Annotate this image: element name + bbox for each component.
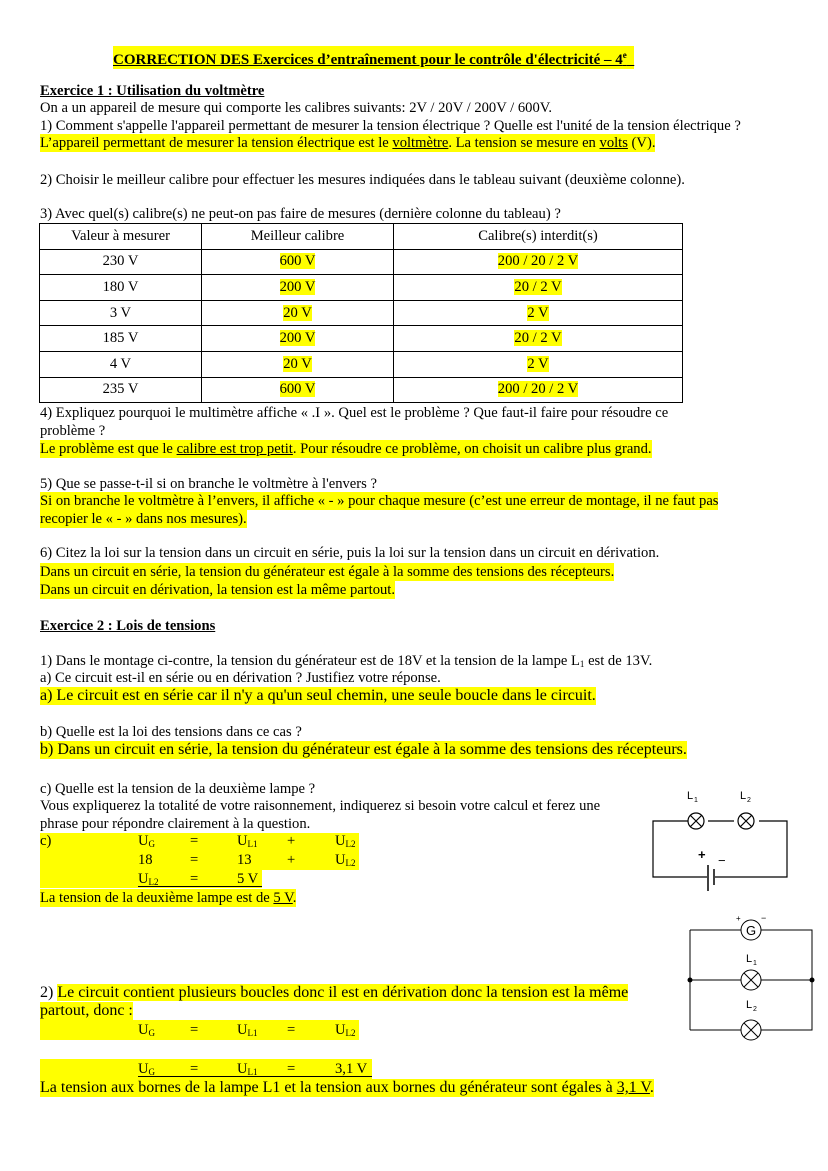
op: =: [287, 1022, 296, 1038]
term: 13: [237, 852, 252, 868]
t: L2: [345, 839, 356, 849]
op: =: [190, 833, 199, 849]
label-l1: L: [746, 953, 753, 965]
cell-text: 2 V: [527, 355, 549, 372]
table-row: [40, 351, 683, 377]
term: [138, 832, 155, 853]
cell-text: 600 V: [279, 253, 316, 270]
t: 5 V: [273, 890, 293, 906]
table-header-row: [40, 224, 683, 250]
ex2-answer-a: a) Le circuit est en série car il n'y a qu'un seul chemin, une seule boucle dans le circuit.: [40, 687, 596, 704]
cell: [394, 326, 683, 352]
cell-text: 20 / 2 V: [514, 278, 562, 295]
term: [138, 1021, 155, 1042]
title-text: CORRECTION DES Exercices d’entraînement pour le contrôle d'électricité – 4: [113, 52, 623, 68]
cell: 3 V: [40, 300, 202, 326]
op: =: [190, 1061, 199, 1077]
term: [237, 1021, 258, 1042]
t: L1: [247, 1028, 258, 1038]
label-l2: L: [746, 999, 753, 1011]
ex1-question-3: 3) Avec quel(s) calibre(s) ne peut-on pas faire de mesures (dernière colonne du tableau) ?: [40, 206, 561, 222]
label-l2-sub: 2: [747, 797, 751, 804]
underline: [138, 886, 262, 887]
t: U: [138, 871, 149, 887]
ex1-answer-4: [40, 440, 652, 458]
cell-text: 200 V: [279, 278, 316, 295]
plus-sign: +: [698, 847, 706, 862]
table-row: [40, 326, 683, 352]
ex1-intro: On a un appareil de mesure qui comporte les calibres suivants: 2V / 20V / 200V / 600V.: [40, 100, 553, 116]
cell: [394, 275, 683, 301]
t: U: [138, 833, 149, 849]
label-l1: L: [687, 790, 694, 802]
ex1-answer-5-cont: recopier le « - » dans nos mesures).: [40, 511, 247, 527]
equation-3: [138, 870, 262, 888]
table-row: [40, 275, 683, 301]
t: .: [292, 890, 297, 906]
term: [237, 1060, 258, 1081]
cell: 4 V: [40, 351, 202, 377]
table-header: Meilleur calibre: [202, 224, 394, 250]
generator-label: G: [746, 923, 757, 938]
t: .: [649, 1079, 654, 1096]
t: L1: [247, 1067, 258, 1077]
cell: 230 V: [40, 249, 202, 275]
cell: [394, 377, 683, 403]
op: +: [287, 852, 296, 868]
ex1-answer-1: [40, 134, 655, 152]
ex1-question-5: 5) Que se passe-t-il si on branche le voltmètre à l'envers ?: [40, 476, 377, 492]
t: La tension aux bornes de la lampe L1 et la tension aux bornes du générateur sont égales à: [40, 1079, 617, 1096]
cell-text: 200 / 20 / 2 V: [497, 253, 579, 270]
cell: [202, 326, 394, 352]
t: L2: [345, 1028, 356, 1038]
table-row: [40, 377, 683, 403]
cell: 185 V: [40, 326, 202, 352]
cell-text: 20 / 2 V: [514, 330, 562, 347]
t: U: [237, 1022, 248, 1038]
cell: [394, 300, 683, 326]
term: [138, 1060, 155, 1081]
t: voltmètre: [392, 135, 449, 151]
page-title: [113, 46, 634, 69]
ex1-answer-6a: Dans un circuit en série, la tension du générateur est égale à la somme des tensions des récepteurs.: [40, 564, 615, 580]
term: [237, 832, 258, 853]
cell: [202, 300, 394, 326]
t: U: [138, 1061, 149, 1077]
t: est de 13V.: [584, 653, 653, 669]
t: L’appareil permettant de mesurer la tension électrique est le: [40, 135, 393, 151]
parallel-circuit-diagram: [684, 910, 824, 1045]
t: L2: [345, 858, 356, 868]
highlight: [40, 1020, 359, 1040]
cell: [394, 249, 683, 275]
t: L2: [148, 877, 159, 887]
op: =: [190, 1022, 199, 1038]
cell: [394, 351, 683, 377]
junction-node: [810, 978, 815, 983]
junction-node: [688, 978, 693, 983]
t: G: [148, 1028, 156, 1038]
label-l2-sub: 2: [753, 1006, 757, 1013]
op: +: [287, 833, 296, 849]
t: L1: [247, 839, 258, 849]
highlight: [40, 833, 359, 870]
cell-text: 20 V: [283, 304, 312, 321]
table-row: [40, 249, 683, 275]
ex2-answer-c: [40, 889, 296, 907]
ex2-question-c-3: phrase pour répondre clairement à la question.: [40, 816, 311, 832]
term: [335, 851, 356, 872]
op: =: [190, 852, 199, 868]
label-l1-sub: 1: [694, 797, 698, 804]
op: =: [190, 871, 199, 887]
series-circuit-diagram: [645, 785, 795, 900]
minus-sign: −: [718, 853, 726, 868]
t: calibre est trop petit: [176, 441, 293, 457]
plus-sign: +: [736, 914, 741, 923]
cell-text: 600 V: [279, 381, 316, 398]
t: 1: [579, 659, 585, 669]
exercise1-heading: Exercice 1 : Utilisation du voltmètre: [40, 83, 265, 99]
ex2-answer-b: b) Dans un circuit en série, la tension du générateur est égale à la somme des tensions des récepteurs.: [40, 741, 687, 758]
t: G: [148, 839, 156, 849]
t: 3,1 V: [616, 1079, 650, 1096]
underline: [138, 1076, 372, 1077]
ex1-answer-5: Si on branche le voltmètre à l’envers, il affiche « - » pour chaque mesure (c’est une erreur de montage, il ne faut pas: [40, 493, 719, 509]
table-header: Valeur à mesurer: [40, 224, 202, 250]
result: 3,1 V: [335, 1061, 368, 1077]
t: volts: [599, 135, 628, 151]
t: U: [335, 1022, 346, 1038]
ex2-answer-2-cont: partout, donc :: [40, 1002, 133, 1019]
exercise2-heading: Exercice 2 : Lois de tensions: [40, 618, 216, 634]
t: U: [335, 852, 346, 868]
cell-text: 200 V: [279, 330, 316, 347]
ex1-answer-6b: Dans un circuit en dérivation, la tension est la même partout.: [40, 582, 396, 598]
t: U: [335, 833, 346, 849]
ex1-question-4-cont: problème ?: [40, 423, 106, 439]
calibre-table: [39, 223, 683, 403]
minus-sign: −: [761, 913, 767, 923]
cell: [202, 249, 394, 275]
t: 1) Dans le montage ci-contre, la tension du générateur est de 18V et la tension de la lampe L: [40, 653, 580, 669]
t: U: [237, 833, 248, 849]
t: U: [138, 1022, 149, 1038]
ex1-question-2: 2) Choisir le meilleur calibre pour effectuer les mesures indiquées dans le tableau suivant (deuxième colonne).: [40, 172, 685, 188]
ex1-question-4: 4) Expliquez pourquoi le multimètre affiche « .I ». Quel est le problème ? Que faut-il faire pour résoudre ce: [40, 405, 669, 421]
term: [335, 832, 356, 853]
t: . Pour résoudre ce problème, on choisit un calibre plus grand.: [292, 441, 652, 457]
term: [335, 1021, 356, 1042]
label-l2: L: [740, 790, 747, 802]
cell: 235 V: [40, 377, 202, 403]
cell: [202, 377, 394, 403]
ex2-answer-2: [40, 984, 628, 1002]
cell-text: 2 V: [527, 304, 549, 321]
t: Le circuit contient plusieurs boucles donc il est en dérivation donc la tension est la même: [57, 984, 629, 1001]
title-superscript: e: [622, 50, 627, 60]
ex2-question-a: a) Ce circuit est-il en série ou en dérivation ? Justifiez votre réponse.: [40, 670, 441, 686]
label-l1-sub: 1: [753, 960, 757, 967]
ex1-question-6: 6) Citez la loi sur la tension dans un circuit en série, puis la loi sur la tension dans un circuit en dérivation.: [40, 545, 660, 561]
t: (V).: [627, 135, 656, 151]
cell-text: 200 / 20 / 2 V: [497, 381, 579, 398]
cell: [202, 351, 394, 377]
equation-5: [138, 1060, 372, 1078]
t: . La tension se mesure en: [448, 135, 600, 151]
table-row: [40, 300, 683, 326]
t: 2): [40, 984, 58, 1001]
ex2-question-b: b) Quelle est la loi des tensions dans ce cas ?: [40, 724, 302, 740]
ex2-question-c-2: Vous expliquerez la totalité de votre raisonnement, indiquerez si besoin votre calcul et ferez une: [40, 798, 601, 814]
term: [138, 870, 159, 891]
cell: [202, 275, 394, 301]
ex2-question-c: c) Quelle est la tension de la deuxième lampe ?: [40, 781, 316, 797]
ex2-answer-2-conclusion: [40, 1079, 654, 1097]
cell: 180 V: [40, 275, 202, 301]
op: =: [287, 1061, 296, 1077]
ex1-question-1: 1) Comment s'appelle l'appareil permettant de mesurer la tension électrique ? Quelle est l'unité de la tension électrique ?: [40, 118, 741, 134]
result: 5 V: [237, 871, 259, 887]
t: U: [237, 1061, 248, 1077]
table-header: Calibre(s) interdit(s): [394, 224, 683, 250]
t: La tension de la deuxième lampe est de: [40, 890, 274, 906]
t: G: [148, 1067, 156, 1077]
cell-text: 20 V: [283, 355, 312, 372]
c-label: c): [40, 833, 52, 849]
term: 18: [138, 852, 153, 868]
t: Le problème est que le: [40, 441, 177, 457]
